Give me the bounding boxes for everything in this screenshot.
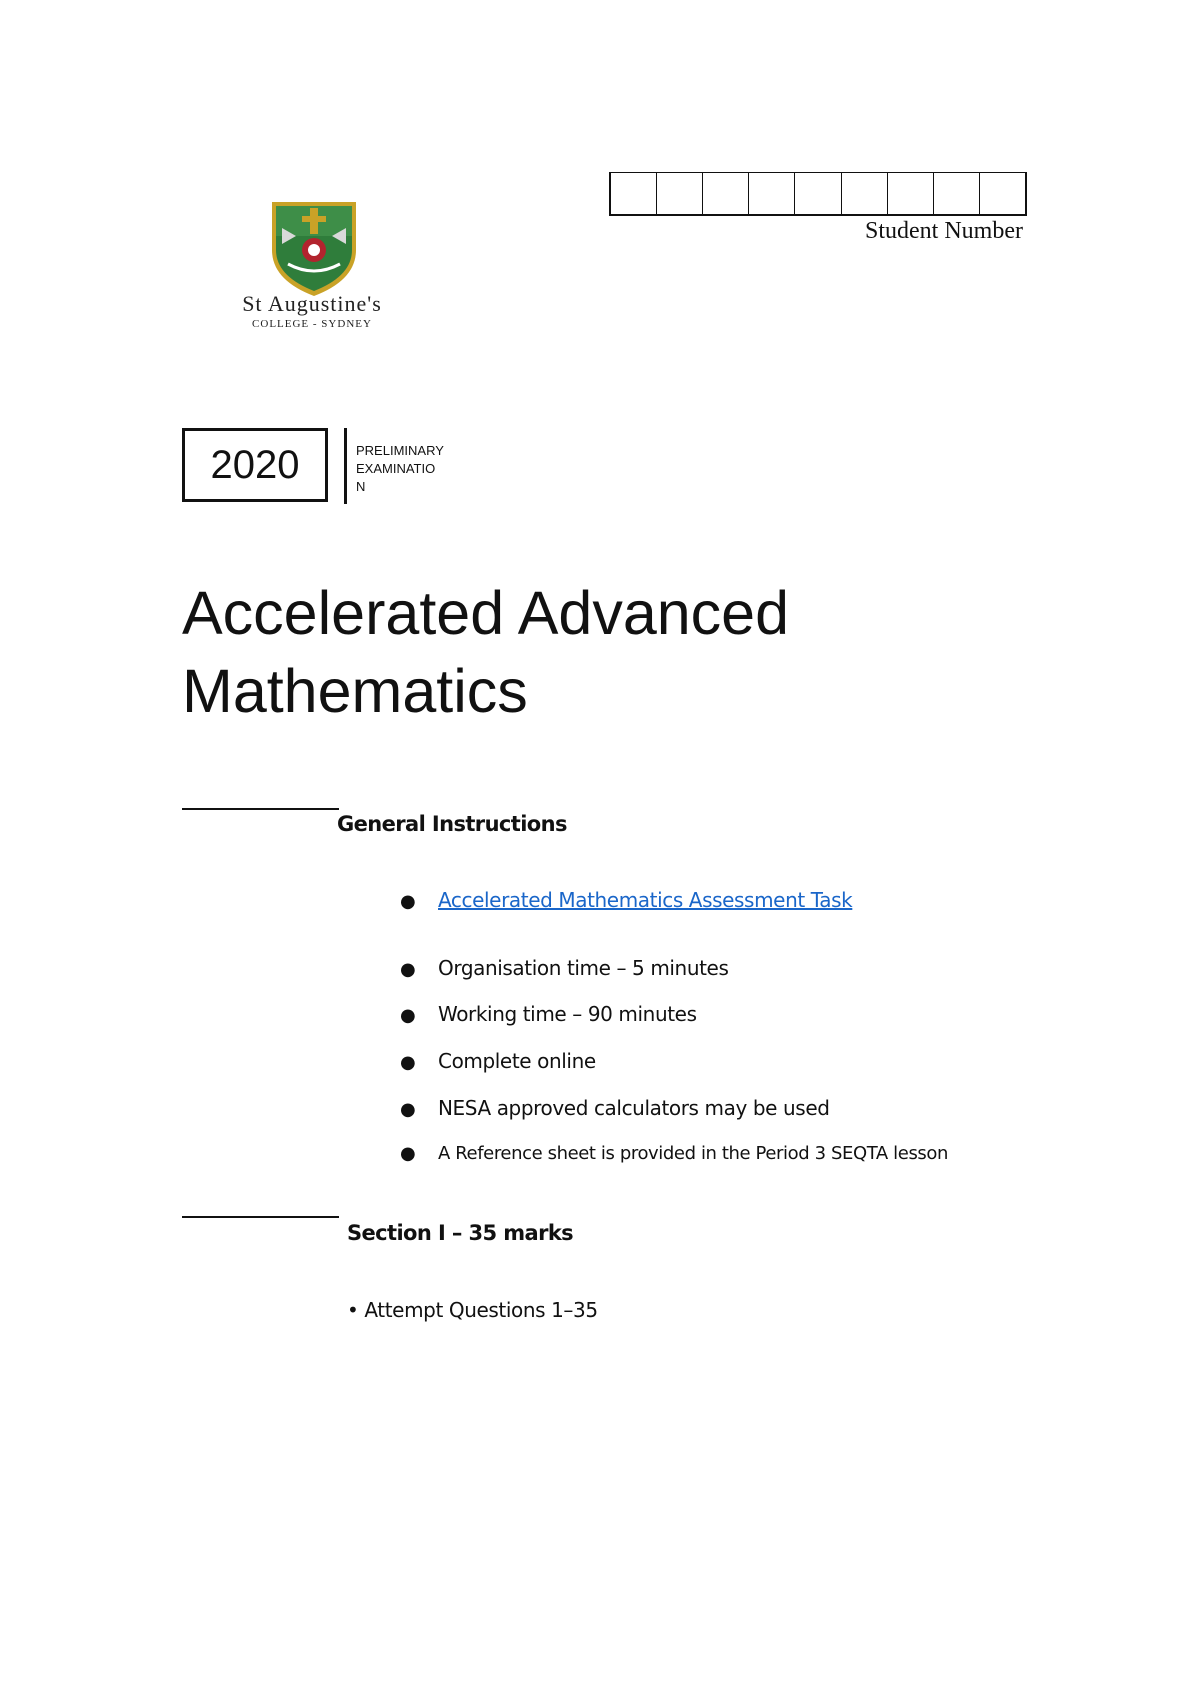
student-number-label: Student Number — [865, 218, 1023, 244]
assessment-task-link[interactable]: Accelerated Mathematics Assessment Task — [438, 888, 853, 912]
instruction-text: NESA approved calculators may be used — [438, 1096, 830, 1120]
student-number-digit-box[interactable] — [795, 172, 841, 216]
instruction-item — [400, 888, 852, 912]
general-instructions-heading: General Instructions — [337, 812, 567, 836]
bullet-icon: ● — [400, 1143, 416, 1164]
student-number-digit-box[interactable] — [749, 172, 795, 216]
bullet-icon: ● — [400, 1099, 416, 1120]
exam-type-label — [356, 442, 466, 496]
instruction-item — [400, 956, 728, 980]
student-number-digit-box[interactable] — [842, 172, 888, 216]
exam-year-box: 2020 — [182, 428, 328, 502]
instruction-item — [400, 1143, 948, 1164]
section-1-heading: Section I – 35 marks — [347, 1221, 574, 1245]
section-rule — [182, 1216, 339, 1218]
bullet-icon: ● — [400, 1005, 416, 1026]
title-line-1: Accelerated Advanced — [182, 579, 790, 647]
exam-label-line: N — [356, 479, 366, 494]
student-number-digit-box[interactable] — [888, 172, 934, 216]
instruction-text: A Reference sheet is provided in the Period 3 SEQTA lesson — [438, 1143, 949, 1164]
student-number-digit-box[interactable] — [611, 172, 657, 216]
exam-label-line: PRELIMINARY — [356, 443, 444, 458]
year-divider — [344, 428, 347, 504]
instruction-item — [400, 1096, 830, 1120]
section-1-attempt-text: • Attempt Questions 1–35 — [347, 1298, 598, 1322]
student-number-digit-box[interactable] — [657, 172, 703, 216]
student-number-boxes[interactable] — [609, 172, 1027, 216]
document-title — [182, 574, 1082, 730]
instruction-item — [400, 1002, 697, 1026]
bullet-icon: ● — [400, 1052, 416, 1073]
school-crest-logo — [268, 198, 360, 298]
student-number-digit-box[interactable] — [980, 172, 1025, 216]
bullet-icon: ● — [400, 891, 416, 912]
title-line-2: Mathematics — [182, 657, 528, 725]
instruction-item — [400, 1049, 596, 1073]
instruction-text: Organisation time – 5 minutes — [438, 956, 729, 980]
section-rule — [182, 808, 339, 810]
bullet-icon: ● — [400, 959, 416, 980]
exam-label-line: EXAMINATIO — [356, 461, 436, 476]
student-number-digit-box[interactable] — [934, 172, 980, 216]
student-number-digit-box[interactable] — [703, 172, 749, 216]
instruction-text: Working time – 90 minutes — [438, 1002, 697, 1026]
school-name: St Augustine's — [242, 291, 382, 316]
school-subtitle: COLLEGE - SYDNEY — [252, 318, 372, 330]
instruction-text: Complete online — [438, 1049, 596, 1073]
